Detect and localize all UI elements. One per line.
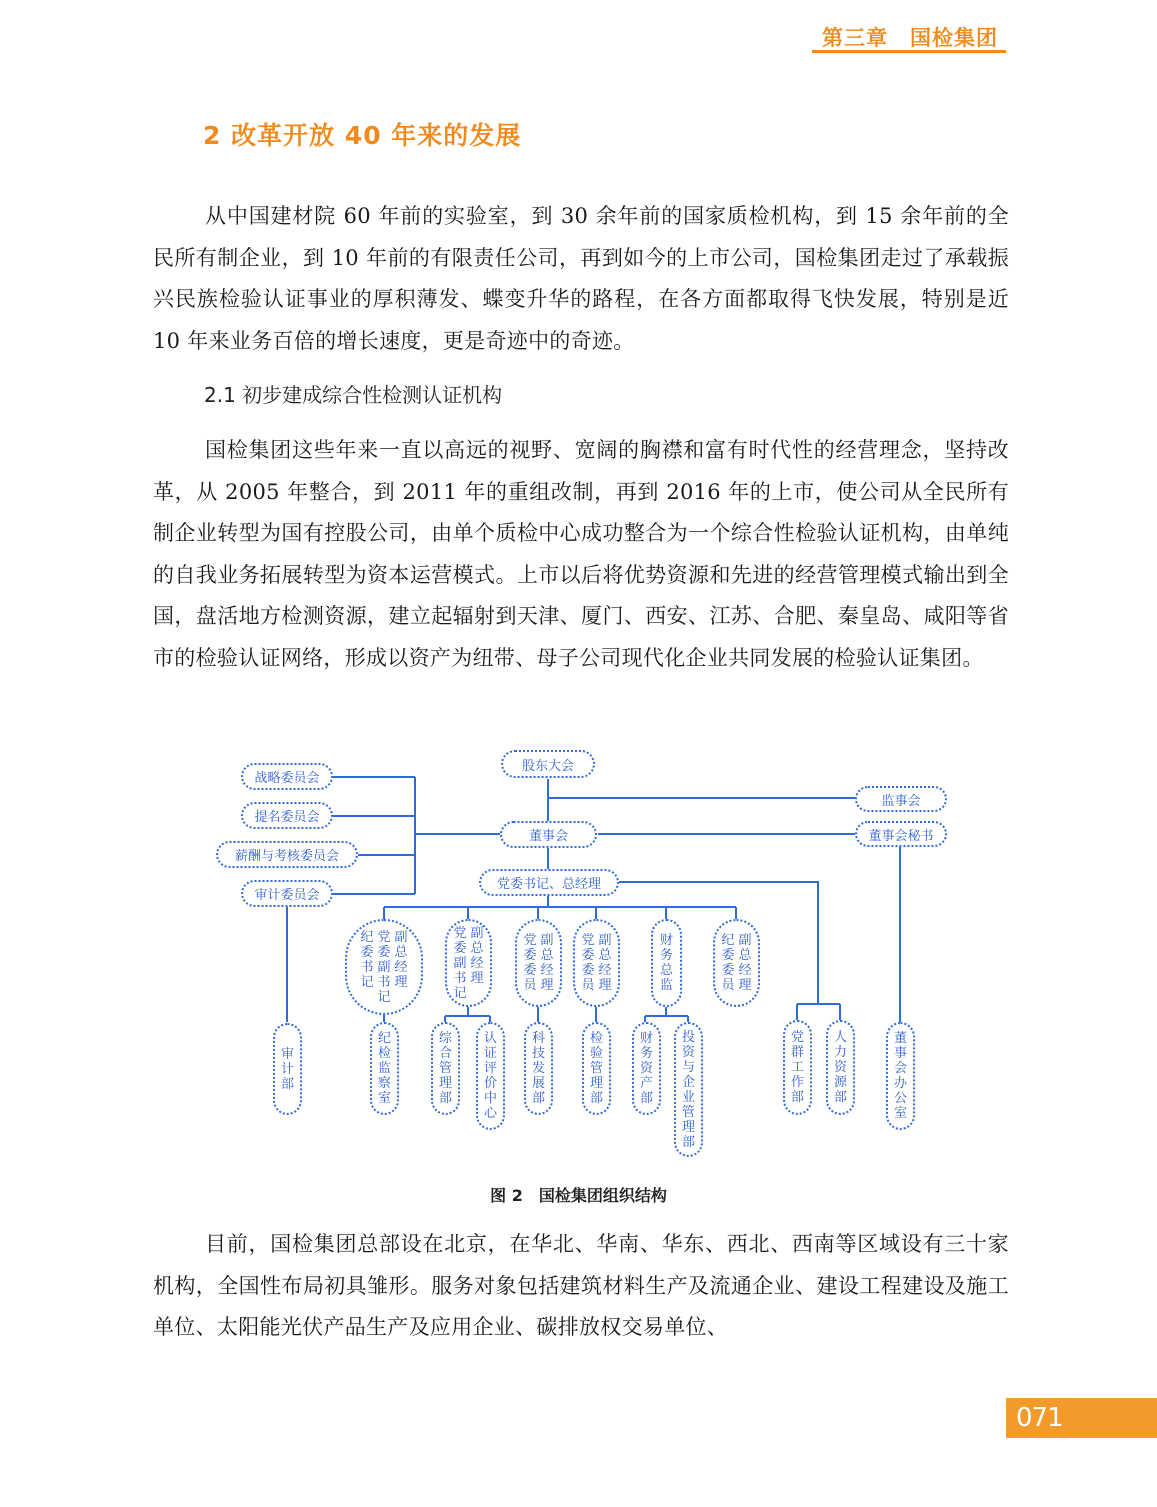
leader-node-3: 副总经理 党委委员: [515, 919, 562, 1007]
dept-party-work-node: 党群工作部: [783, 1020, 812, 1115]
dept-investment-node: 投资与企业管理部: [674, 1022, 703, 1157]
audit-dept-node: 审计部: [273, 1023, 302, 1115]
dept-technology-node: 科技发展部: [524, 1022, 553, 1115]
board-secretary-node: 董事会秘书: [855, 821, 947, 847]
board-node: 董事会: [500, 821, 597, 848]
subsection-title: 2.1 初步建成综合性检测认证机构: [204, 383, 503, 407]
dept-hr-node: 人力资源部: [826, 1020, 855, 1115]
committee-nomination-node: 提名委员会: [241, 802, 333, 829]
dept-discipline-node: 纪检监察室: [370, 1022, 399, 1115]
leader-node-6: 副总经理 纪委委员: [713, 919, 760, 1007]
committee-strategy-node: 战略委员会: [241, 763, 333, 790]
paragraph-1: 从中国建材院 60 年前的实验室，到 30 余年前的国家质检机构，到 15 余年前的全民所有制企业，到 10 年前的有限责任公司，再到如今的上市公司，国检集团走过了承载振兴民族检验认证事业的厚积薄发、蝶变升华的路程，在各方面都取得飞快发展，特别是近 10 年来业务百倍的增长速度，更是奇迹中的奇迹。: [153, 204, 1009, 353]
paragraph-2: 国检集团这些年来一直以高远的视野、宽阔的胸襟和富有时代性的经营理念，坚持改革，从 2005 年整合，到 2011 年的重组改制，再到 2016 年的上市，使公司从全民所有制企业转型为国有控股公司，由单个质检中心成功整合为一个综合性检验认证机构，由单纯的自我业务拓展转型为资本运营模式。上市以后将优势资源和先进的经营管理模式输出到全国，盘活地方检测资源，建立起辐射到天津、厦门、西安、江苏、合肥、秦皇岛、咸阳等省市的检验认证网络，形成以资产为纽带、母子公司现代化企业共同发展的检验认证集团。: [153, 438, 1009, 670]
committee-compensation-node: 薪酬与考核委员会: [216, 841, 358, 868]
dept-certification-node: 认证评价中心: [476, 1022, 505, 1130]
leader-node-2: 副总经理 党委副书记: [445, 919, 492, 1007]
org-chart: [0, 735, 1157, 1175]
leader-node-4: 副总经理 党委委员: [573, 919, 620, 1007]
leader-node-5: 财务总监: [651, 919, 682, 1007]
page-number: 071: [1006, 1398, 1157, 1438]
paragraph-3: 目前，国检集团总部设在北京，在华北、华南、华东、西北、西南等区域设有三十家机构，全国性布局初具雏形。服务对象包括建筑材料生产及流通企业、建设工程建设及施工单位、太阳能光伏产品生产及应用企业、碳排放权交易单位、: [153, 1232, 1009, 1339]
dept-finance-node: 财务资产部: [632, 1022, 661, 1115]
chapter-header: 第三章 国检集团: [822, 26, 998, 50]
header-rule: [812, 50, 1006, 53]
dept-inspection-node: 检验管理部: [582, 1022, 611, 1115]
figure-caption: 图 2 国检集团组织结构: [490, 1186, 667, 1205]
dept-general-mgmt-node: 综合管理部: [431, 1022, 460, 1115]
supervisors-node: 监事会: [855, 786, 947, 812]
party-secretary-gm-node: 党委书记、总经理: [479, 869, 619, 896]
leader-node-1: 副总经理 党委副书记 纪委书记: [345, 919, 423, 1015]
section-title: 2 改革开放 40 年来的发展: [203, 121, 522, 150]
dept-board-office-node: 董事会办公室: [886, 1022, 915, 1130]
shareholders-meeting-node: 股东大会: [501, 750, 595, 778]
committee-audit-node: 审计委员会: [241, 880, 333, 907]
